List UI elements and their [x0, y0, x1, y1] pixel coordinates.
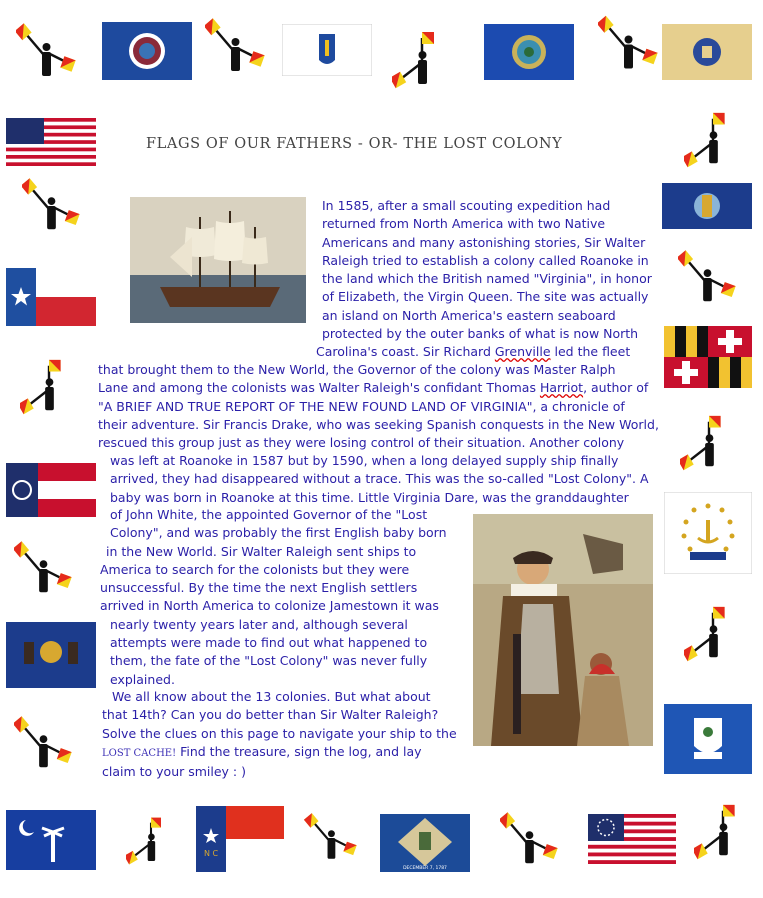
connecticut-flag-icon — [664, 704, 752, 774]
grenville-name: Grenville — [494, 344, 551, 359]
semaphore-figure-icon — [126, 804, 176, 878]
betsy-ross-flag-icon — [588, 814, 676, 864]
georgia-flag-icon — [6, 463, 96, 517]
nc-letters: N C — [203, 849, 219, 858]
story-line: America to search for the colonists but they were — [100, 561, 410, 577]
story-line: rescued this group just as they were losing control of their situation. Another colony — [98, 435, 625, 451]
semaphore-figure-icon — [598, 12, 658, 77]
story-body-wide — [98, 361, 659, 452]
story-line: explained. — [110, 671, 175, 687]
story-intro — [322, 197, 652, 343]
new-jersey-flag-icon — [662, 24, 752, 80]
story-line: of John White, the appointed Governor of the "Lost — [110, 507, 428, 522]
raleigh-painting — [473, 514, 653, 746]
semaphore-figure-icon — [678, 248, 736, 308]
ship-painting — [130, 197, 306, 323]
story-line: in the New World. Sir Walter Raleigh sent ships to — [106, 543, 417, 559]
story-line: "A BRIEF AND TRUE REPORT OF THE NEW FOUND LAND OF VIRGINIA", a chronicle of — [98, 398, 625, 414]
story-line: them, the fate of the "Lost Colony" was never fully — [110, 653, 428, 669]
story-line: was left at Roanoke in 1587 but by 1590, when a long delayed supply ship finally — [110, 453, 619, 468]
story-line: the land which the British named "Virginia", in honor — [322, 271, 652, 287]
semaphore-figure-icon — [205, 12, 265, 82]
story-line-grenville — [316, 343, 630, 361]
story-line: arrived, they had disappeared without a trace. This was the so-called "Lost Colony". A — [110, 471, 649, 487]
story-line: protected by the outer banks of what is now North — [322, 326, 639, 342]
story-line: returned from North America with two Native — [322, 216, 606, 232]
virginia-flag-icon — [102, 22, 192, 80]
story-line: an island on North America's eastern seaboard — [322, 307, 616, 323]
story-line: Raleigh tried to establish a colony called Roanoke in — [322, 252, 649, 268]
semaphore-figure-icon — [694, 802, 752, 862]
semaphore-figure-icon — [392, 30, 452, 90]
story-line: unsuccessful. By the time the next English settlers — [100, 580, 418, 596]
story-line: nearly twenty years later and, although several — [110, 616, 408, 632]
story-lower — [100, 506, 447, 689]
story-line: that brought them to the New World, the Governor of the colony was Master Ralph — [98, 362, 616, 377]
pennsylvania-flag-icon — [6, 622, 96, 688]
harriot-name: Harriot — [539, 380, 584, 396]
new-hampshire-flag-icon — [484, 24, 574, 80]
story-line: that 14th? Can you do better than Sir Walter Raleigh? — [102, 707, 439, 723]
delaware-date: DECEMBER 7, 1787 — [403, 866, 447, 871]
story-line: of Elizabeth, the Virgin Queen. The site was actually — [322, 289, 649, 305]
texas-flag-icon — [6, 268, 96, 326]
lost-cache-link[interactable]: LOST CACHE! — [102, 747, 177, 759]
massachusetts-flag-icon — [282, 24, 372, 76]
delaware-flag-icon — [380, 814, 470, 872]
semaphore-figure-icon — [684, 602, 742, 666]
semaphore-figure-icon — [300, 812, 362, 864]
story-line: Americans and many astonishing stories, Sir Walter — [322, 234, 646, 250]
semaphore-figure-icon — [20, 352, 78, 422]
story-body-indented — [110, 452, 649, 507]
south-carolina-flag-icon — [6, 810, 96, 870]
semaphore-figure-icon — [14, 538, 72, 600]
story-closing — [102, 688, 457, 781]
semaphore-figure-icon — [684, 110, 742, 170]
semaphore-figure-icon — [16, 22, 76, 82]
us-flag-icon — [6, 118, 96, 166]
story-line: arrived in North America to colonize Jamestown it was — [100, 598, 439, 614]
story-line: We all know about the 13 colonies. But what about — [112, 689, 431, 704]
new-york-flag-icon — [662, 183, 752, 229]
semaphore-figure-icon — [500, 806, 558, 874]
page-title: FLAGS OF OUR FATHERS - OR- THE LOST COLONY — [146, 136, 563, 152]
story-line: baby was born in Roanoke at this time. Little Virginia Dare, was the granddaughter — [110, 489, 629, 505]
story-line: Lane and among the colonists was Walter Raleigh's confidant Thomas Harriot, author of — [98, 380, 649, 396]
semaphore-figure-icon — [22, 176, 80, 236]
maryland-flag-icon — [664, 326, 752, 388]
north-carolina-flag-icon — [196, 806, 284, 872]
semaphore-figure-icon — [680, 408, 738, 478]
story-line: LOST CACHE! Find the treasure, sign the log, and lay — [102, 743, 422, 759]
story-text: led the fleet — [550, 344, 631, 359]
story-text: Carolina's coast. Sir Richard — [316, 344, 495, 359]
rhode-island-flag-icon — [664, 492, 752, 574]
story-line: claim to your smiley : ) — [102, 764, 246, 780]
story-line: attempts were made to find out what happened to — [110, 635, 428, 651]
semaphore-figure-icon — [14, 712, 72, 776]
story-line: their adventure. Sir Francis Drake, who was seeking Spanish conquests in the New World, — [98, 416, 659, 432]
story-line: Solve the clues on this page to navigate your ship to the — [102, 725, 457, 741]
story-line: In 1585, after a small scouting expedition had — [322, 198, 611, 213]
story-line: Colony", and was probably the first English baby born — [110, 525, 447, 541]
